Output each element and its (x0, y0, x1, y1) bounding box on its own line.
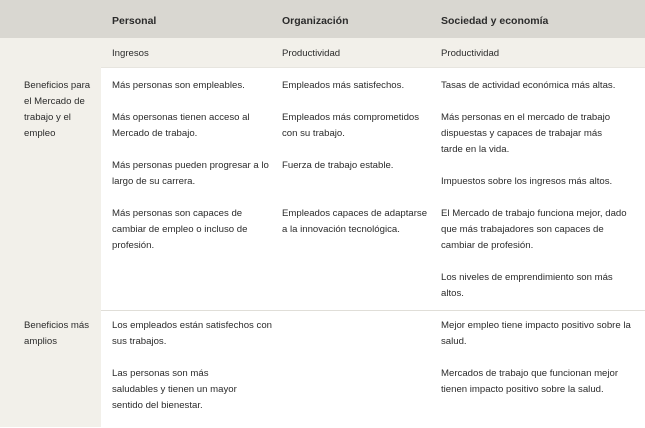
row-label: Beneficios más amplios (24, 320, 90, 347)
cell-text: Más personas pueden progresar a lo largo de su carrera. (112, 160, 269, 187)
cell-text: Impuestos sobre los ingresos más altos. (441, 176, 613, 187)
cell-text: Los niveles de emprendimiento son más altos. (441, 272, 613, 299)
subheader-organization: Productividad (282, 48, 341, 59)
cell-text: Empleados más comprometidos con su trabajo. (282, 112, 420, 139)
cell-text: Empleados más satisfechos. (282, 80, 405, 91)
cell-text: Mercados de trabajo que funcionan mejor tienen impacto positivo sobre la salud. (441, 368, 619, 395)
cell-text: Fuerza de trabajo estable. (282, 160, 394, 171)
cell-text: Las personas son más saludables y tienen un mayor sentido del bienestar. (112, 368, 237, 411)
cell-text: Tasas de actividad económica más altas. (441, 80, 616, 91)
cell-text: Más personas son capaces de cambiar de empleo o incluso de profesión. (112, 208, 248, 251)
cell-text: Más opersonas tienen acceso al Mercado de trabajo. (112, 112, 250, 139)
column-header-personal: Personal (112, 15, 157, 27)
column-header-organization: Organización (282, 15, 349, 27)
subheader-society: Productividad (441, 48, 500, 59)
cell-text: Más personas son empleables. (112, 80, 245, 91)
cell-text: Empleados capaces de adaptarse a la innovación tecnológica. (282, 208, 428, 235)
cell-text: El Mercado de trabajo funciona mejor, dado que más trabajadores son capaces de cambiar de profesión. (441, 208, 627, 251)
subheader-personal: Ingresos (112, 48, 149, 59)
cell-text: Los empleados están satisfechos con sus trabajos. (112, 320, 272, 347)
cell-text: Mejor empleo tiene impacto positivo sobre la salud. (441, 320, 631, 347)
row-label: Beneficios para el Mercado de trabajo y el empleo (24, 80, 91, 139)
cell-text: Más personas en el mercado de trabajo dispuestas y capaces de trabajar más tarde en la vida. (441, 112, 611, 155)
column-header-society: Sociedad y economía (441, 15, 549, 27)
